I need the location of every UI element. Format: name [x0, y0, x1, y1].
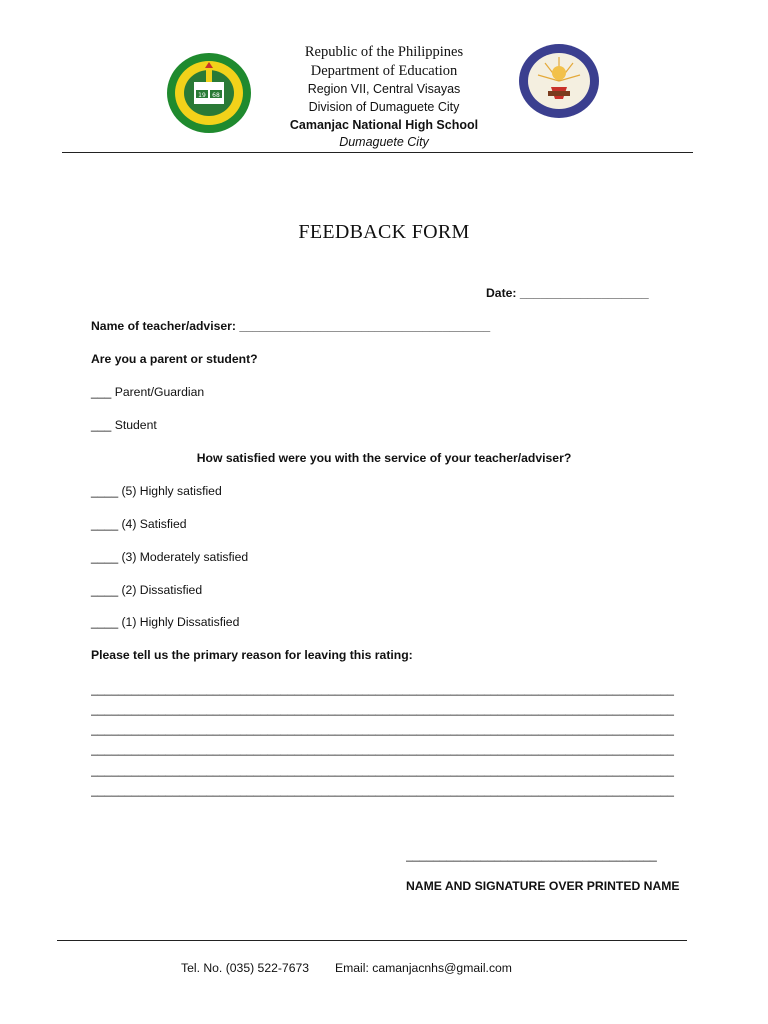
reason-line[interactable]: ______________________________________________________________________________________ [91, 682, 674, 696]
reason-line[interactable]: ______________________________________________________________________________________ [91, 763, 674, 777]
footer-email[interactable]: Email: camanjacnhs@gmail.com [335, 961, 512, 975]
option-highly-dissatisfied[interactable]: ____ (1) Highly Dissatisfied [91, 615, 240, 629]
signature-label: NAME AND SIGNATURE OVER PRINTED NAME [406, 879, 680, 893]
reason-line[interactable]: ______________________________________________________________________________________ [91, 783, 674, 797]
header-line-division: Division of Dumaguete City [308, 100, 460, 114]
footer-divider [57, 940, 687, 941]
question-parent-or-student: Are you a parent or student? [91, 352, 258, 366]
date-field-label[interactable]: Date: ___________________ [486, 286, 649, 300]
option-moderately-satisfied[interactable]: ____ (3) Moderately satisfied [91, 550, 249, 564]
logo-year-right: 68 [212, 92, 220, 99]
division-seal-logo [518, 43, 600, 119]
header-line-city: Dumaguete City [339, 135, 429, 149]
reason-line[interactable]: ______________________________________________________________________________________ [91, 742, 674, 756]
header-line-republic: Republic of the Philippines [304, 44, 464, 60]
option-satisfied[interactable]: ____ (4) Satisfied [91, 517, 187, 531]
signature-line[interactable]: _____________________________________ [406, 848, 657, 862]
header-line-school: Camanjac National High School [289, 118, 479, 132]
option-dissatisfied[interactable]: ____ (2) Dissatisfied [91, 583, 203, 597]
reason-line[interactable]: ______________________________________________________________________________________ [91, 702, 674, 716]
option-highly-satisfied[interactable]: ____ (5) Highly satisfied [91, 484, 222, 498]
logo-year-left: 19 [198, 92, 206, 99]
option-student[interactable]: ___ Student [91, 418, 157, 432]
footer-telephone: Tel. No. (035) 522-7673 [181, 961, 310, 975]
question-reason: Please tell us the primary reason for leaving this rating: [91, 648, 413, 662]
header-line-region: Region VII, Central Visayas [307, 82, 461, 96]
header-line-department: Department of Education [310, 63, 458, 79]
form-title: FEEDBACK FORM [298, 221, 470, 243]
teacher-name-field[interactable]: Name of teacher/adviser: _____________________________________ [91, 319, 491, 333]
reason-line[interactable]: ______________________________________________________________________________________ [91, 722, 674, 736]
question-satisfaction: How satisfied were you with the service of your teacher/adviser? [196, 451, 572, 465]
option-parent-guardian[interactable]: ___ Parent/Guardian [91, 385, 205, 399]
header-divider [62, 152, 693, 153]
